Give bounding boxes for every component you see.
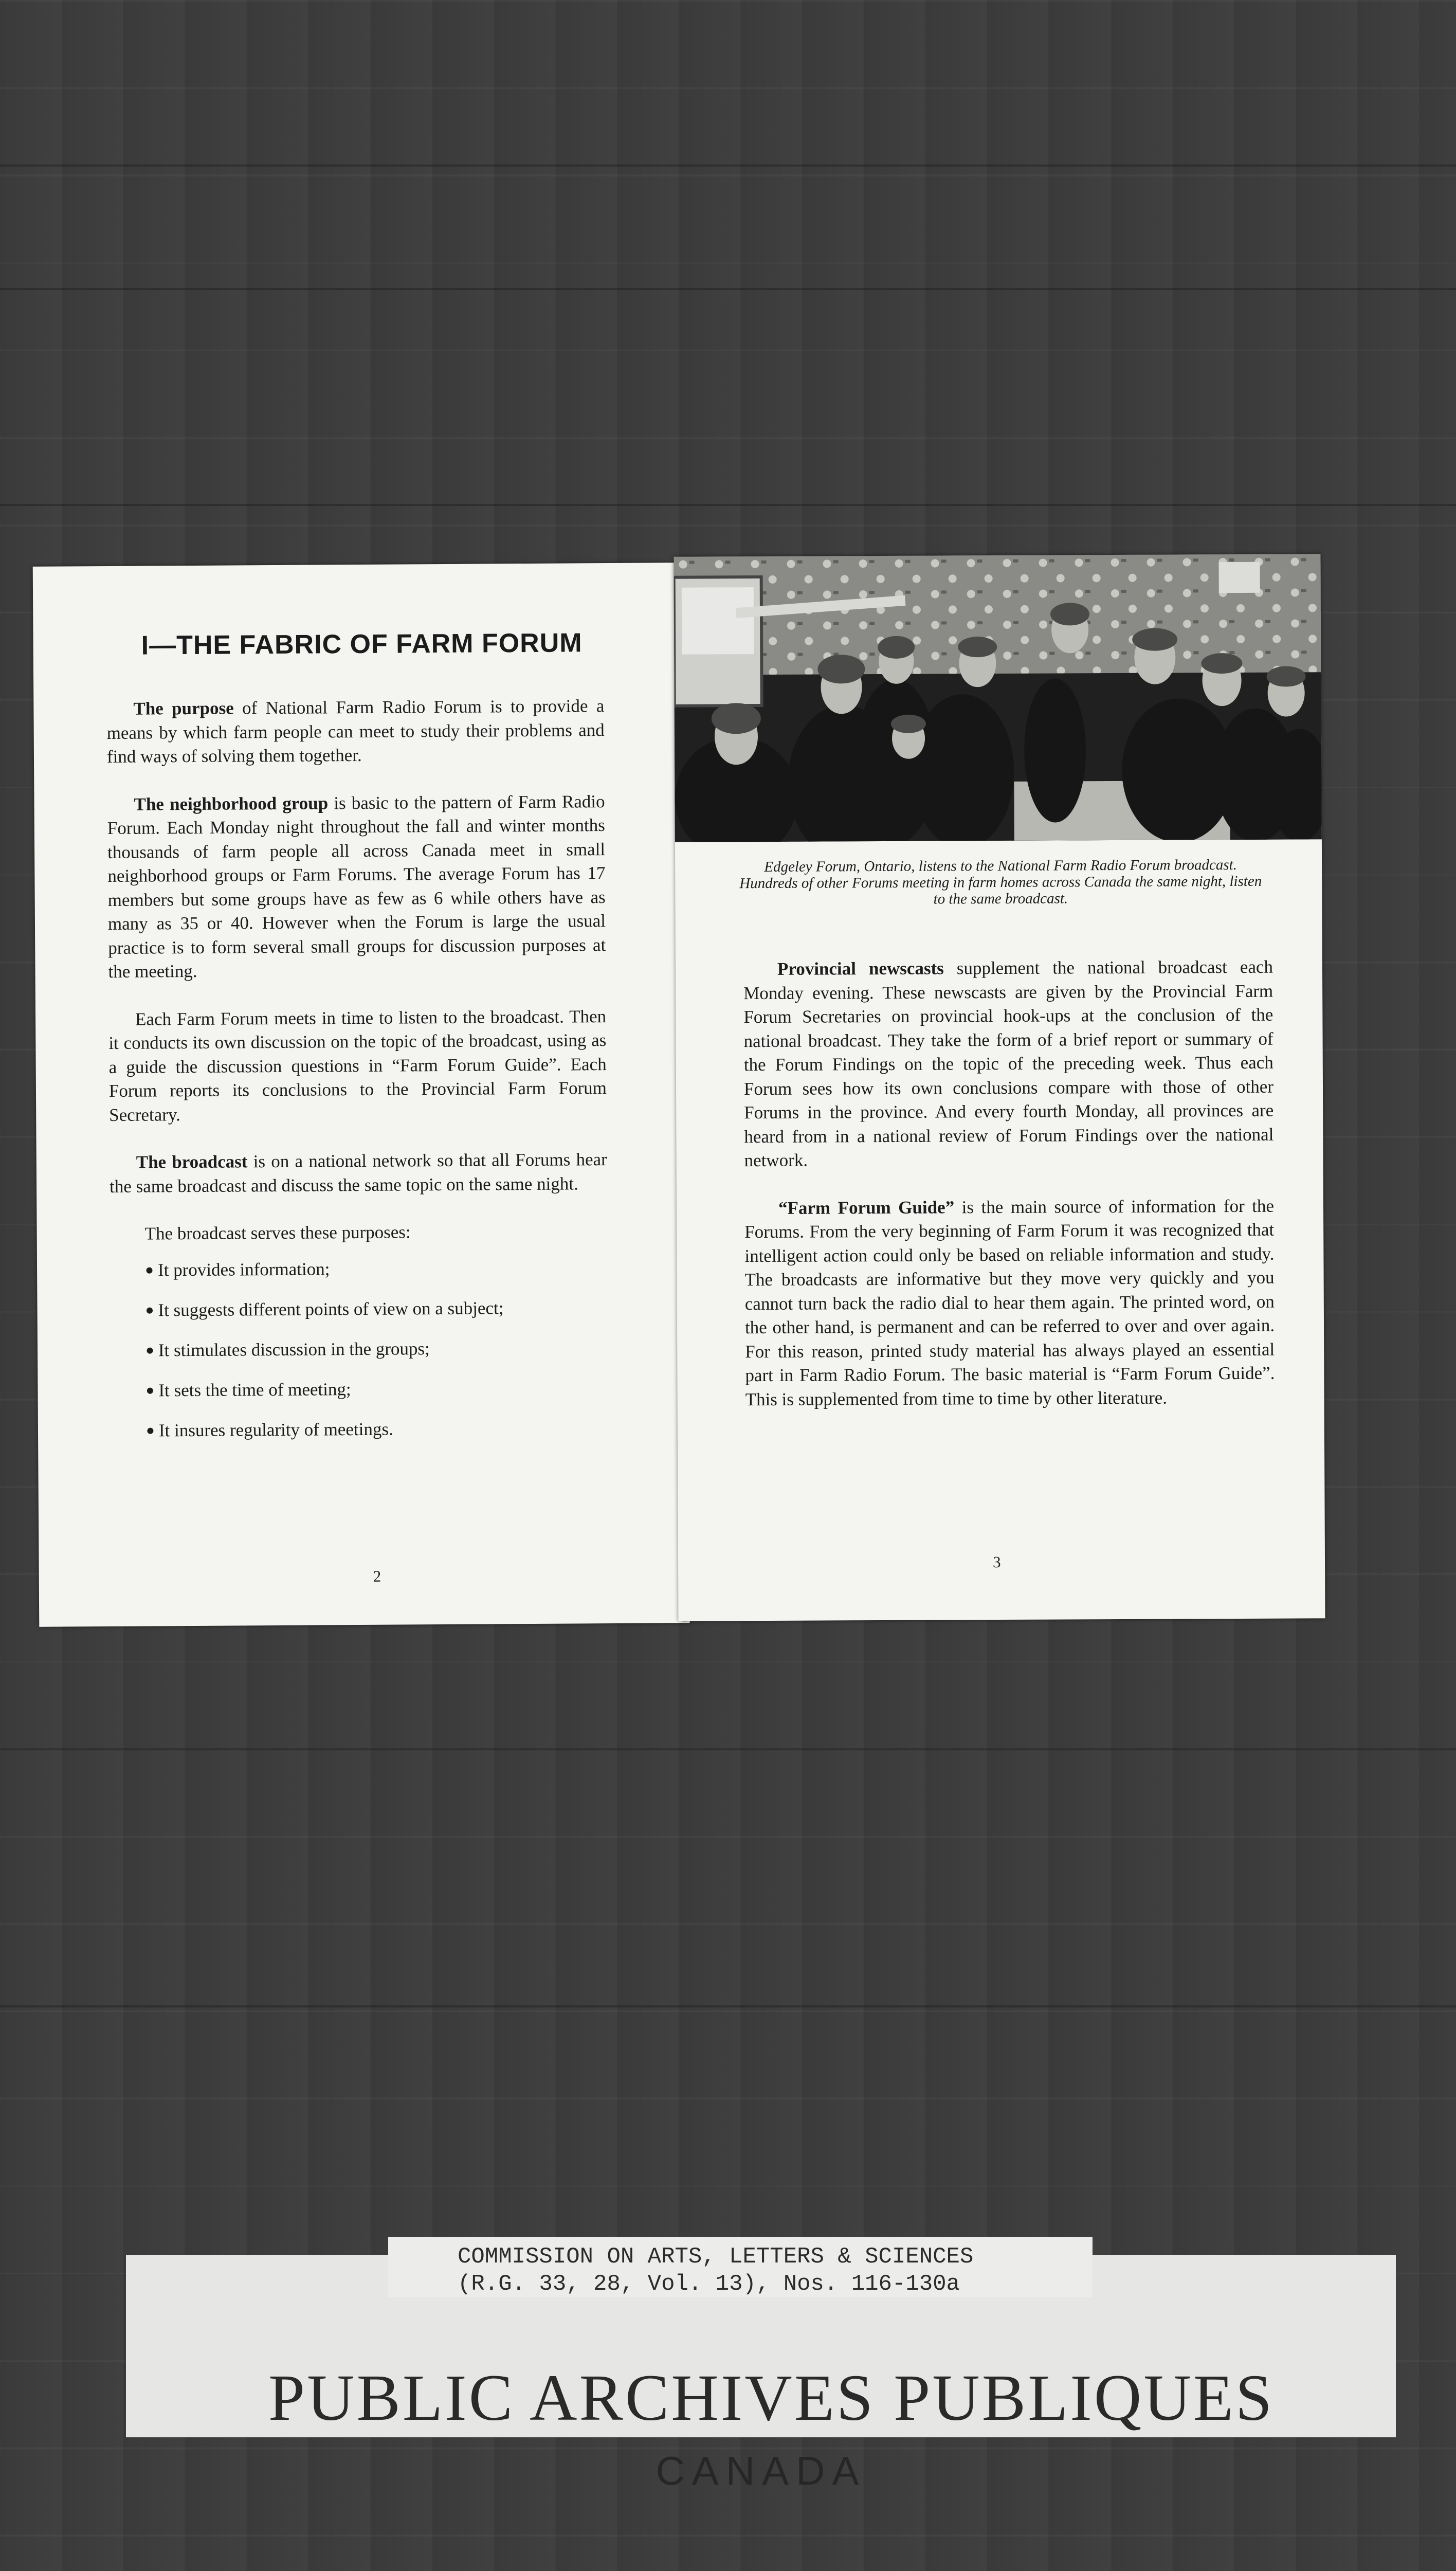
photo-illustration (674, 554, 1321, 842)
photo-caption: Edgeley Forum, Ontario, listens to the National Farm Radio Forum broadcast. Hundreds of other Forums meeting in farm homes across Canada the same night, listen to the same broadcast. (739, 856, 1262, 908)
purposes-intro: The broadcast serves these purposes: (144, 1222, 411, 1244)
archive-reference-tag (458, 2243, 973, 2298)
list-item-text: It sets the time of meeting; (158, 1379, 351, 1400)
tag-line-2: (R.G. 33, 28, Vol. 13), Nos. 116-130a (458, 2271, 960, 2297)
bullet-icon: ● (145, 1382, 155, 1399)
paragraph-broadcast (110, 1148, 608, 1199)
board-seam (0, 504, 1456, 506)
list-item (146, 1416, 609, 1442)
paragraph-text: of National Farm Radio Forum is to provide a means by which farm people can meet to study their problems and find ways of solving them together. (106, 696, 605, 767)
lead-purpose: The purpose (133, 698, 234, 719)
list-item (145, 1376, 608, 1402)
page-number: 3 (992, 1552, 1001, 1571)
list-item-text: It suggests different points of view on a subject; (158, 1297, 504, 1320)
archives-country: CANADA (656, 2448, 866, 2493)
paragraph-provincial-newscasts (743, 955, 1274, 1173)
board-seam (0, 165, 1456, 167)
list-item-text: It provides information; (157, 1258, 330, 1280)
list-item (145, 1336, 608, 1362)
paragraph-text: is on a national network so that all Forums hear the same broadcast and discuss the same topic on the same night. (109, 1149, 607, 1197)
lead-neighborhood-group: The neighborhood group (134, 792, 329, 814)
board-seam (0, 2005, 1456, 2007)
paragraph-neighborhood-group (107, 790, 606, 984)
paragraph-text: is the main source of information for the Forums. From the very beginning of Farm Forum it was recognized that intelligent action could only be based on reliable information and study. The broadcasts are informative but they move very quickly and you cannot turn back the radio dial to hear them again. The printed word, on the other hand, is permanent and can be referred to over and over again. For this reason, printed study material has always played an essential part in Farm Radio Forum. The basic material is “Farm Forum Guide”. This is supplemented from time to time by other literature. (744, 1196, 1275, 1409)
list-item (145, 1296, 608, 1322)
archives-title: PUBLIC ARCHIVES PUBLIQUES (268, 2361, 1275, 2434)
left-text-column (106, 694, 609, 1459)
page-number: 2 (373, 1567, 381, 1585)
lead-farm-forum-guide: “Farm Forum Guide” (778, 1197, 955, 1218)
board-seam (0, 1748, 1456, 1750)
lead-provincial-newscasts: Provincial newscasts (777, 958, 944, 979)
paragraph-purpose (106, 694, 605, 769)
paragraph-text: supplement the national broadcast each Monday evening. These newscasts are given by the Provincial Farm Forum Secretaries on provincial hook-ups at the conclusion of the national broadcast. They take the form of a brief report or summary of the Forum Findings on the topic of the preceding week. Thus each Forum sees how its own conclusions compare with those of other Forums in the province. And every fourth Monday, all provinces are heard from in a national review of Forum Findings over the national network. (743, 956, 1274, 1171)
bullet-icon: ● (145, 1301, 154, 1318)
board-seam (0, 288, 1456, 290)
right-text-column (743, 955, 1275, 1435)
chapter-heading: I—THE FABRIC OF FARM FORUM (141, 628, 583, 661)
bullet-icon: ● (145, 1342, 155, 1359)
paragraph-farm-forum-guide (744, 1194, 1275, 1411)
paragraph-text: is basic to the pattern of Farm Radio Forum. Each Monday night throughout the fall and winter months thousands of farm people all across Canada meet in small neighborhood groups or Farm Forums. The average Forum has 17 members but some groups have as few as 6 while others have as many as 35 or 40. However when the Forum is large the usual practice is to form several small groups for discussion purposes at the meeting. (107, 791, 606, 982)
purposes-list (110, 1256, 609, 1443)
list-item-text: It insures regularity of meetings. (158, 1419, 393, 1440)
forum-group-photo (674, 554, 1321, 842)
lead-broadcast: The broadcast (136, 1151, 248, 1172)
right-page (674, 554, 1325, 1621)
left-page (33, 563, 690, 1627)
paragraph-forum-meeting: Each Farm Forum meets in time to listen to the broadcast. Then it conducts its own discussion on the topic of the broadcast, using as a guide the discussion questions in “Farm Forum Guide”. Each Forum reports its conclusions to the Provincial Farm Forum Secretary. (108, 1006, 607, 1125)
list-item-text: It stimulates discussion in the groups; (158, 1338, 430, 1360)
tag-line-1: COMMISSION ON ARTS, LETTERS & SCIENCES (458, 2244, 974, 2270)
bullet-icon: ● (145, 1422, 155, 1439)
list-item (145, 1256, 608, 1282)
bullet-icon: ● (144, 1261, 154, 1278)
